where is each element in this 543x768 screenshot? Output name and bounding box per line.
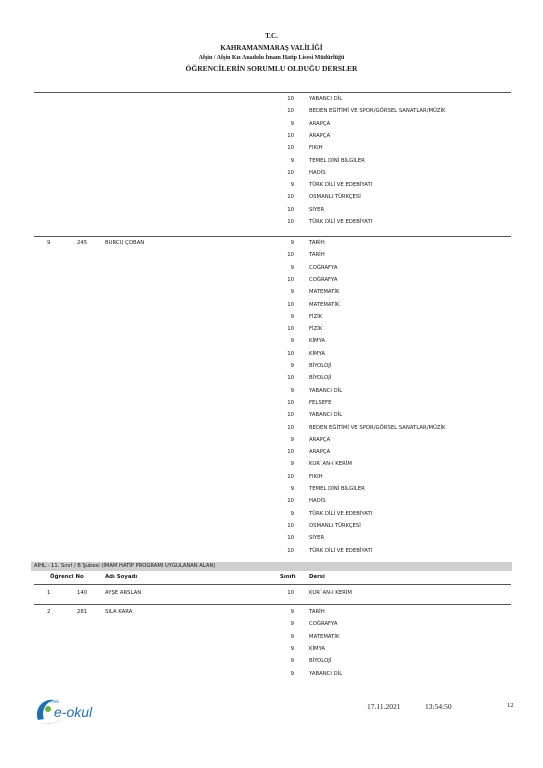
class-level: 9	[290, 621, 294, 628]
column-header-sinifi: Sınıfı	[280, 574, 296, 580]
class-level: 10	[287, 535, 294, 542]
course-name: FİZİK	[309, 313, 323, 320]
student-number: 245	[77, 240, 88, 246]
course-name: YABANCI DİL	[309, 412, 343, 419]
course-name: BİYOLOJİ	[309, 375, 332, 382]
student-name: BURCU ÇOBAN	[105, 240, 145, 246]
course-name: ARAPÇA	[309, 120, 331, 127]
course-name: FIKIH	[309, 473, 323, 480]
course-name: TARİH	[309, 609, 325, 615]
table-row	[0, 472, 543, 482]
class-level: 10	[287, 375, 294, 382]
class-level: 10	[287, 424, 294, 431]
class-level: 9	[290, 461, 294, 468]
class-level: 10	[287, 449, 294, 456]
class-level: 9	[290, 645, 294, 652]
class-level: 10	[287, 498, 294, 505]
course-name: TÜRK DİLİ VE EDEBİYATI	[309, 510, 373, 517]
table-row	[0, 275, 543, 285]
class-level: 9	[290, 633, 294, 640]
class-level: 10	[287, 412, 294, 419]
table-row	[0, 205, 543, 215]
header-valilik: KAHRAMANMARAŞ VALİLİĞİ	[220, 44, 323, 52]
table-row	[0, 192, 543, 202]
logo-small-text: meb	[50, 699, 59, 704]
student-divider	[34, 236, 511, 237]
table-row	[0, 263, 543, 273]
table-row	[0, 644, 543, 654]
student-divider	[34, 604, 511, 605]
table-row	[0, 324, 543, 334]
column-header-adi-soyadi: Adı Soyadı	[105, 574, 138, 580]
course-name: BİYOLOJİ	[309, 658, 332, 665]
table-row	[0, 373, 543, 383]
course-name: FİZİK	[309, 326, 323, 333]
course-name: MATEMATİK	[309, 301, 340, 308]
table-row	[0, 410, 543, 420]
course-name: TÜRK DİLİ VE EDEBİYATI	[309, 219, 373, 225]
course-name: BEDEN EĞİTİMİ VE SPOR/GÖRSEL SANATLAR/MÜZİK	[309, 108, 446, 115]
student-sequence: 9	[47, 240, 51, 246]
class-level: 9	[290, 264, 294, 271]
course-name: BİYOLOJİ	[309, 363, 332, 369]
course-name: COĞRAFYA	[309, 621, 338, 628]
table-row	[0, 546, 543, 556]
table-row	[0, 312, 543, 322]
class-level: 9	[290, 338, 294, 345]
course-name: FELSEFE	[309, 399, 332, 406]
course-name: HADİS	[309, 169, 326, 176]
class-level: 10	[287, 473, 294, 480]
table-row	[0, 156, 543, 166]
course-name: SİYER	[309, 535, 325, 542]
course-name: KİMYA	[309, 350, 326, 357]
table-row	[0, 349, 543, 359]
table-row	[0, 287, 543, 297]
course-name: KİMYA	[309, 645, 326, 652]
header-tc: T.C.	[265, 32, 278, 40]
footer-time: 13:54:50	[425, 702, 452, 711]
course-name: SİYER	[309, 206, 325, 213]
table-row	[0, 447, 543, 457]
column-header-ogrenci-no: Öğrenci No	[50, 574, 84, 580]
class-level: 9	[290, 240, 294, 246]
class-level: 9	[290, 363, 294, 369]
course-name: YABANCI DİL	[309, 670, 343, 677]
course-name: MATEMATİK	[309, 289, 340, 296]
class-level: 10	[287, 206, 294, 213]
table-row	[0, 619, 543, 629]
course-name: KİMYA	[309, 338, 326, 345]
course-name: TARİH	[309, 240, 325, 246]
course-name: TÜRK DİLİ VE EDEBİYATI	[309, 182, 373, 189]
column-header-dersi: Dersi	[309, 574, 325, 580]
page-title: ÖĞRENCİLERİN SORUMLU OLDUĞU DERSLER	[185, 64, 358, 73]
header-divider	[34, 92, 511, 93]
course-name: TEMEL DİNİ BİLGİLER	[309, 486, 365, 492]
table-row	[0, 336, 543, 346]
course-name: ARAPÇA	[309, 132, 331, 139]
class-level: 10	[287, 276, 294, 283]
class-level: 9	[290, 670, 294, 677]
class-level: 9	[290, 313, 294, 320]
class-level: 9	[290, 120, 294, 127]
course-name: COĞRAFYA	[309, 276, 338, 283]
table-row	[0, 119, 543, 129]
table-row	[0, 217, 543, 227]
class-level: 10	[287, 219, 294, 225]
course-name: TARİH	[309, 252, 325, 259]
table-row	[0, 423, 543, 433]
logo-text: e-okul	[54, 704, 93, 720]
table-row	[0, 533, 543, 543]
course-name: TEMEL DİNİ BİLGİLER	[309, 157, 365, 164]
class-level: 10	[287, 252, 294, 259]
class-level: 10	[287, 399, 294, 406]
course-name: KUR`AN-I KERİM	[309, 461, 352, 468]
course-name: KUR`AN-I KERİM	[309, 590, 352, 596]
table-row	[0, 300, 543, 310]
table-row	[0, 106, 543, 116]
course-name: MATEMATİK	[309, 633, 340, 640]
table-row	[0, 588, 543, 598]
student-number: 281	[77, 609, 88, 615]
class-level: 9	[290, 609, 294, 615]
table-row	[0, 361, 543, 371]
class-level: 9	[290, 387, 294, 394]
footer-date: 17.11.2021	[367, 702, 401, 711]
student-sequence: 2	[47, 609, 51, 615]
header-school: Afşin / Afşin Kız Anadolu İmam Hatip Lisesi Müdürlüğü	[198, 55, 345, 61]
table-row	[0, 398, 543, 408]
table-row	[0, 250, 543, 260]
class-level: 10	[287, 108, 294, 115]
table-row	[0, 143, 543, 153]
table-row	[0, 509, 543, 519]
table-row	[0, 435, 543, 445]
table-row	[0, 496, 543, 506]
class-level: 9	[290, 436, 294, 443]
class-level: 10	[287, 522, 294, 529]
table-row	[0, 632, 543, 642]
course-name: COĞRAFYA	[309, 264, 338, 271]
course-name: YABANCI DİL	[309, 387, 343, 394]
class-level: 9	[290, 658, 294, 665]
table-row	[0, 180, 543, 190]
section-header-bar: AİHL - 11. Sınıf / B Şubesi (İMAM HATİP PROGRAMI UYGULANAN ALAN)	[31, 562, 512, 571]
column-header-divider	[34, 584, 511, 585]
table-row	[0, 459, 543, 469]
class-level: 10	[287, 326, 294, 333]
class-level: 10	[287, 350, 294, 357]
table-row	[0, 521, 543, 531]
course-name: OSMANLI TÜRKÇESİ	[309, 522, 361, 529]
table-row	[0, 94, 543, 104]
class-level: 10	[287, 169, 294, 176]
class-level: 10	[287, 96, 294, 102]
course-name: FIKIH	[309, 145, 323, 152]
class-level: 10	[287, 132, 294, 139]
class-level: 9	[290, 157, 294, 164]
table-row	[0, 168, 543, 178]
class-level: 10	[287, 194, 294, 201]
course-name: ARAPÇA	[309, 449, 331, 456]
table-row	[0, 669, 543, 679]
table-row	[0, 607, 543, 617]
table-row	[0, 386, 543, 396]
class-level: 9	[290, 182, 294, 189]
table-row	[0, 238, 543, 248]
course-name: ARAPÇA	[309, 436, 331, 443]
table-row	[0, 131, 543, 141]
class-level: 9	[290, 289, 294, 296]
class-level: 10	[287, 145, 294, 152]
e-okul-logo	[32, 690, 112, 728]
student-name: AYŞE ARSLAN	[105, 590, 142, 596]
class-level: 10	[287, 301, 294, 308]
class-level: 9	[290, 486, 294, 492]
course-name: TÜRK DİLİ VE EDEBİYATI	[309, 547, 373, 554]
course-name: HADİS	[309, 498, 326, 505]
class-level: 10	[287, 547, 294, 554]
page-number: 12	[507, 702, 514, 709]
student-number: 140	[77, 590, 88, 596]
class-level: 10	[287, 590, 294, 596]
table-row	[0, 656, 543, 666]
student-name: SILA KARA	[105, 609, 133, 615]
table-row	[0, 484, 543, 494]
student-sequence: 1	[47, 590, 51, 596]
class-level: 9	[290, 510, 294, 517]
course-name: YABANCI DİL	[309, 96, 343, 102]
course-name: OSMANLI TÜRKÇESİ	[309, 194, 361, 201]
course-name: BEDEN EĞİTİMİ VE SPOR/GÖRSEL SANATLAR/MÜZİK	[309, 424, 446, 431]
